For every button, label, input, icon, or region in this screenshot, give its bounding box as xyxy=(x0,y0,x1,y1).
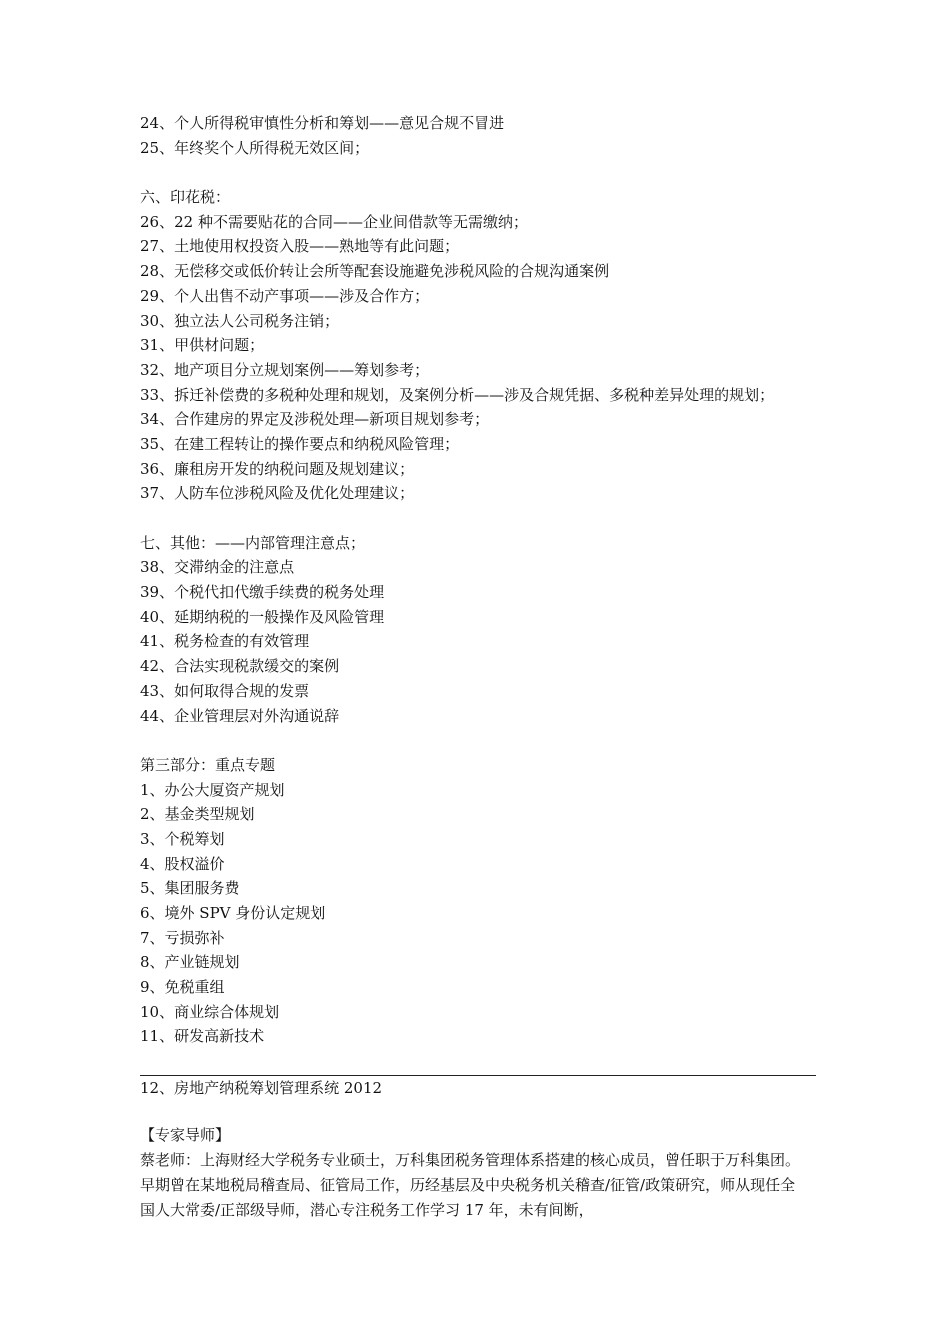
list-item: 40、延期纳税的一般操作及风险管理 xyxy=(140,607,385,626)
document-body xyxy=(140,111,820,1049)
list-item: 12、房地产纳税筹划管理系统 2012 xyxy=(140,1079,383,1097)
list-item: 39、个税代扣代缴手续费的税务处理 xyxy=(140,583,385,602)
list-item: 1、办公大厦资产规划 xyxy=(140,780,285,799)
list-item: 41、税务检查的有效管理 xyxy=(140,632,310,651)
list-item: 6、境外 SPV 身份认定规划 xyxy=(140,904,326,923)
list-item: 25、年终奖个人所得税无效区间； xyxy=(140,138,370,157)
list-item: 3、个税筹划 xyxy=(140,829,225,848)
list-item: 27、土地使用权投资入股——熟地等有此问题； xyxy=(140,237,460,256)
list-item: 30、独立法人公司税务注销； xyxy=(140,311,340,330)
list-item: 5、集团服务费 xyxy=(140,879,240,898)
list-item: 29、个人出售不动产事项——涉及合作方； xyxy=(140,286,430,305)
section-heading-stamp-tax: 六、印花税： xyxy=(140,188,231,207)
expert-bio: 蔡老师：上海财经大学税务专业硕士，万科集团税务管理体系搭建的核心成员，曾任职于万科集团。早期曾在某地税局稽查局、征管局工作，历经基层及中央税务机关稽查/征管/政策研究，师从现任全国人大常委/正部级导师，潜心专注税务工作学习 17 年，未有间断， xyxy=(140,1151,801,1219)
list-item: 2、基金类型规划 xyxy=(140,805,255,824)
list-item: 7、亏损弥补 xyxy=(140,928,225,947)
list-item: 28、无偿移交或低价转让会所等配套设施避免涉税风险的合规沟通案例 xyxy=(140,262,610,281)
list-item: 4、股权溢价 xyxy=(140,854,225,873)
list-item: 36、廉租房开发的纳税问题及规划建议； xyxy=(140,459,415,478)
list-item: 43、如何取得合规的发票 xyxy=(140,681,310,700)
section-heading-other: 七、其他：——内部管理注意点； xyxy=(140,533,366,552)
section-heading-part3: 第三部分：重点专题 xyxy=(140,755,276,774)
list-item: 33、拆迁补偿费的多税种处理和规划，及案例分析——涉及合规凭据、多税种差异处理的规划； xyxy=(140,385,775,404)
expert-heading: 【专家导师】 xyxy=(140,1126,231,1144)
list-item: 8、产业链规划 xyxy=(140,953,240,972)
list-item: 9、免税重组 xyxy=(140,978,225,997)
list-item: 42、合法实现税款缓交的案例 xyxy=(140,657,340,676)
list-item: 34、合作建房的界定及涉税处理—新项目规划参考； xyxy=(140,410,490,429)
list-item: 38、交滞纳金的注意点 xyxy=(140,558,295,577)
list-item: 26、22 种不需要贴花的合同——企业间借款等无需缴纳； xyxy=(140,212,528,231)
expert-section xyxy=(140,1123,810,1223)
list-item: 44、企业管理层对外沟通说辞 xyxy=(140,706,340,725)
list-item: 37、人防车位涉税风险及优化处理建议； xyxy=(140,484,415,503)
list-item: 11、研发高新技术 xyxy=(140,1027,265,1046)
list-item: 35、在建工程转让的操作要点和纳税风险管理； xyxy=(140,434,460,453)
list-item: 10、商业综合体规划 xyxy=(140,1002,280,1021)
list-item: 24、个人所得税审慎性分析和筹划——意见合规不冒进 xyxy=(140,114,505,132)
list-item: 31、甲供材问题； xyxy=(140,336,265,355)
document-body-cont xyxy=(140,1076,820,1101)
list-item: 32、地产项目分立规划案例——筹划参考； xyxy=(140,360,430,379)
